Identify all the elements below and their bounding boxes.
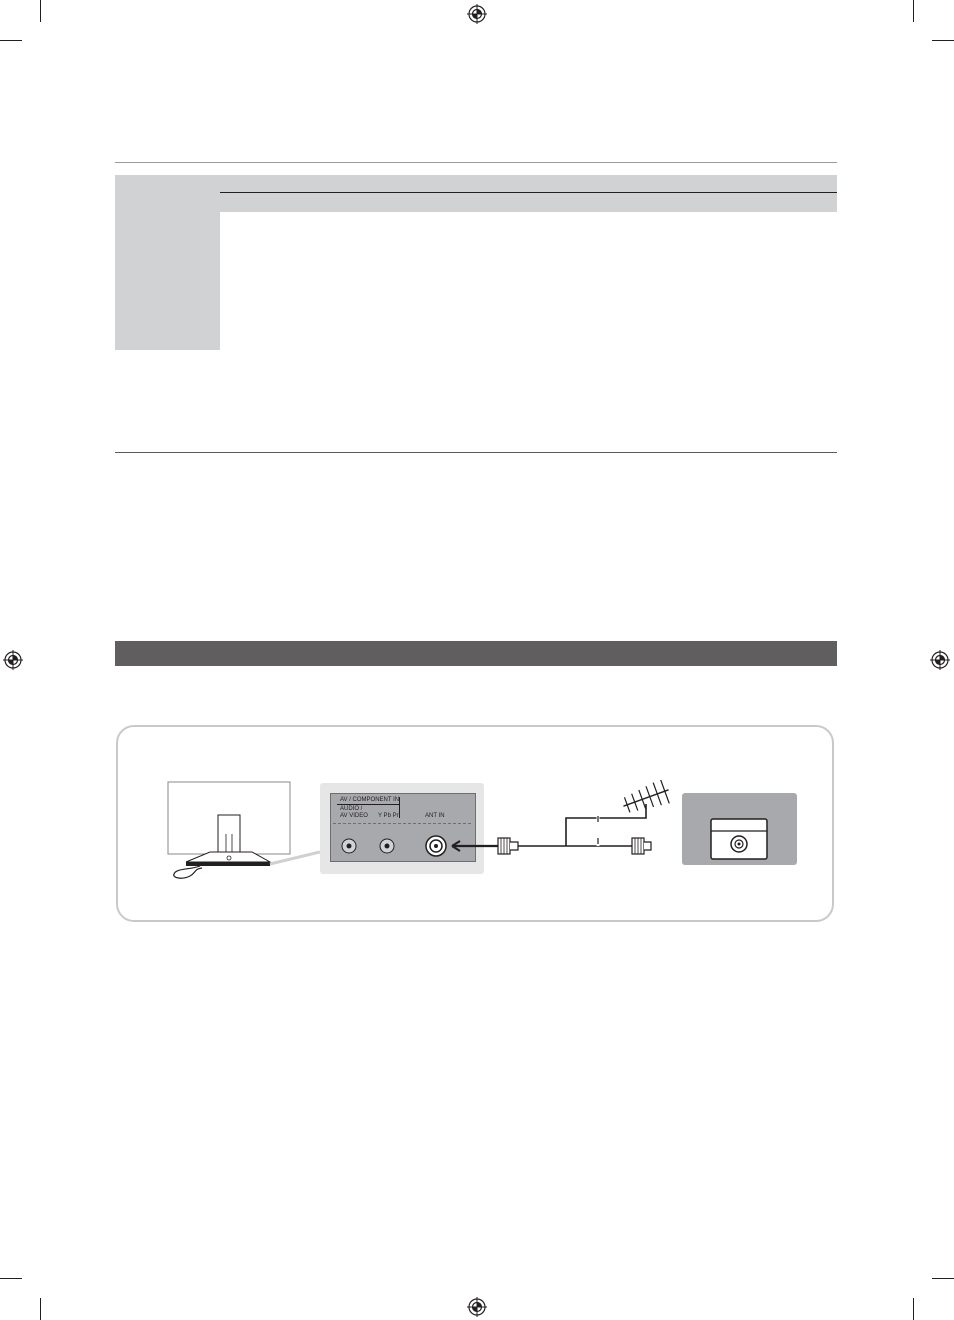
table-row-header (140, 273, 220, 291)
table-corner-header (115, 175, 220, 212)
table-row (115, 331, 837, 350)
tv-rear-illustration (160, 778, 320, 883)
table-column-header (399, 192, 488, 212)
spec-table (115, 175, 837, 350)
ant-in-jack-icon (425, 835, 447, 857)
table-row-header (140, 212, 220, 232)
registration-target-icon (3, 650, 23, 670)
av-video-label: AV VIDEO (340, 813, 368, 819)
table-top-rule (115, 162, 837, 163)
table-row (115, 291, 837, 313)
component-label: Y Pb Pr (378, 813, 399, 819)
table-column-header (666, 192, 756, 212)
audio-label: AUDIO / (340, 806, 363, 812)
crop-mark (913, 0, 914, 22)
section-divider (115, 452, 837, 453)
section-heading-bar (115, 641, 837, 666)
av-video-jack-icon (341, 838, 357, 854)
table-group-header (220, 175, 837, 192)
table-row-header (140, 253, 220, 273)
component-jack-icon (379, 838, 395, 854)
antenna-cable-illustration (446, 780, 671, 865)
table-row (115, 253, 837, 273)
table-column-header (488, 192, 577, 212)
table-row (115, 313, 837, 331)
table-row-header (140, 291, 220, 313)
registration-target-icon (930, 650, 950, 670)
av-component-label: AV / COMPONENT IN (340, 797, 400, 803)
av-component-bracket (337, 804, 400, 805)
table-row-header (140, 313, 220, 331)
table-row-header (140, 331, 220, 350)
wall-antenna-outlet-icon (710, 818, 768, 860)
table-row-group-header (115, 212, 140, 350)
table-row (115, 273, 837, 291)
crop-mark (40, 1298, 41, 1320)
ant-in-label: ANT IN (425, 813, 445, 819)
table-column-header (309, 192, 399, 212)
table-column-header (756, 192, 837, 212)
table-row (115, 212, 837, 232)
crop-mark (0, 40, 22, 41)
crop-mark (40, 0, 41, 22)
av-component-bracket (399, 797, 400, 818)
table-column-header (577, 192, 666, 212)
crop-mark (932, 1278, 954, 1279)
registration-target-icon (467, 1297, 487, 1317)
crop-mark (0, 1278, 22, 1279)
table-row-header (140, 232, 220, 253)
crop-mark (913, 1298, 914, 1320)
table-column-header (220, 192, 309, 212)
registration-target-icon (467, 4, 487, 24)
crop-mark (932, 40, 954, 41)
table-row (115, 232, 837, 253)
